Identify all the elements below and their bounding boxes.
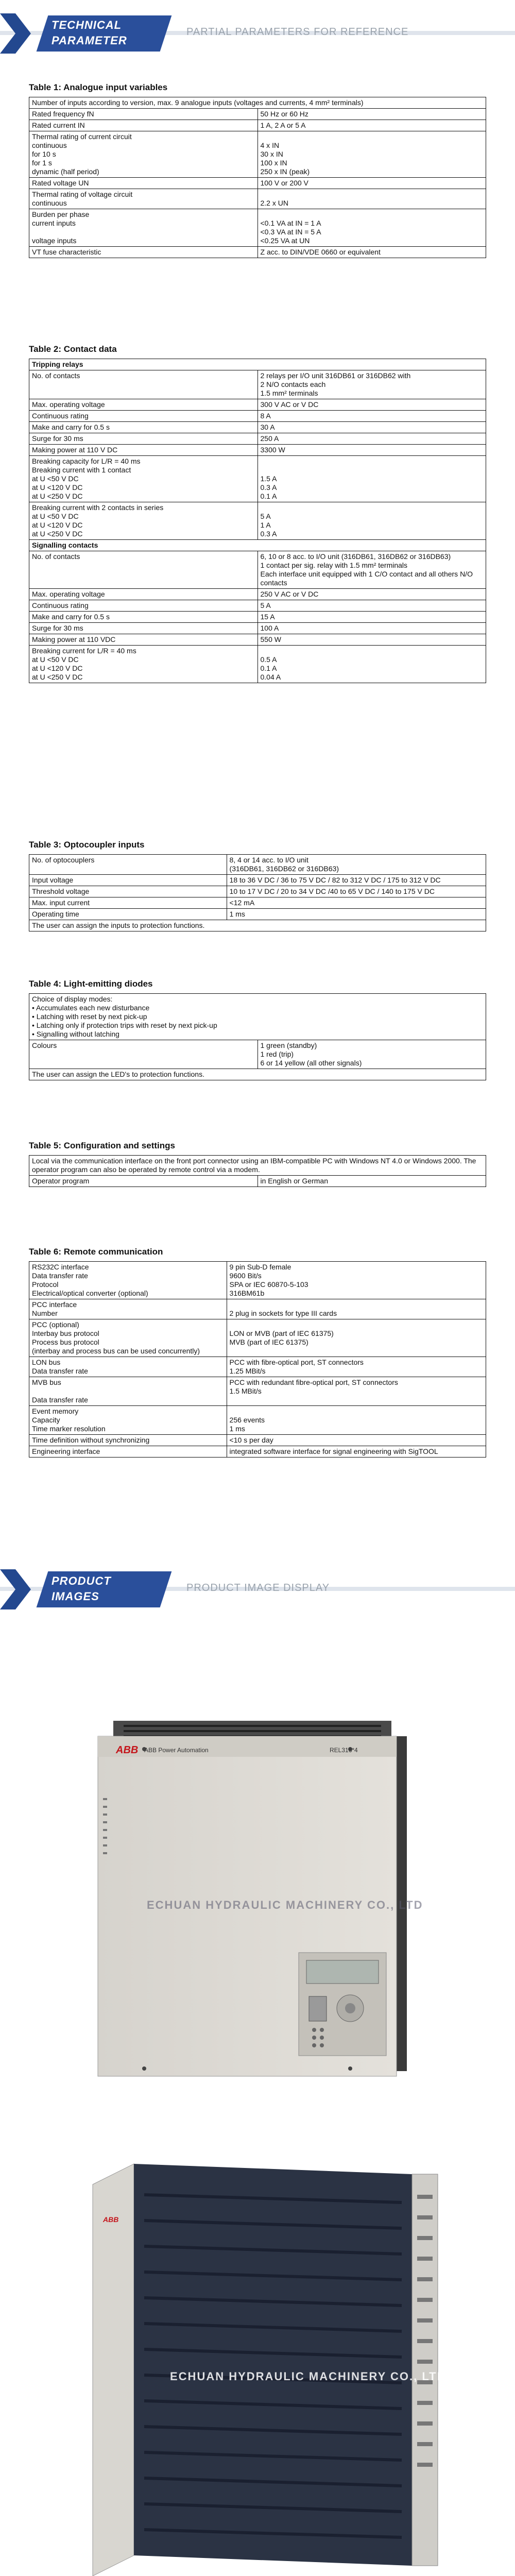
value-cell: 100 V or 200 V [258,178,486,189]
table-row [29,209,486,247]
parameter-cell: Make and carry for 0.5 s [29,612,258,623]
table5-title: Table 5: Configuration and settings [29,1141,175,1150]
table-row [29,399,486,411]
table3-section [29,840,486,931]
table-row [29,109,486,120]
banner-title-line2: PARAMETER [52,34,127,47]
value-cell: 1 ms [227,909,486,920]
parameter-cell: Time definition without synchronizing [29,1435,227,1446]
table3-title: Table 3: Optocoupler inputs [29,840,145,850]
table2-tripping-rows [29,370,486,540]
value-cell: 0.5 A 0.1 A 0.04 A [258,646,486,683]
table-row [29,875,486,886]
value-cell: integrated software interface for signal engineering with SigTOOL [227,1446,486,1458]
value-cell: LON or MVB (part of IEC 61375) MVB (part of IEC 61375) [227,1319,486,1357]
parameter-cell: VT fuse characteristic [29,247,258,258]
table-row [29,456,486,502]
parameter-cell: Making power at 110 VDC [29,634,258,646]
value-cell: 10 to 17 V DC / 20 to 34 V DC /40 to 65 V DC / 140 to 175 V DC [227,886,486,897]
table2-tripping-header: Tripping relays [29,359,486,370]
value-cell: 550 W [258,634,486,646]
table-row [29,589,486,600]
table-row [29,411,486,422]
table-row [29,131,486,178]
parameter-cell: Thermal rating of current circuit continuous for 10 s for 1 s dynamic (half period) [29,131,258,178]
value-cell: 15 A [258,612,486,623]
value-cell: 9 pin Sub-D female 9600 Bit/s SPA or IEC 60870-5-103 316BM61b [227,1262,486,1299]
table1-title: Table 1: Analogue input variables [29,82,168,92]
table2 [29,359,486,683]
parameter-cell: Max. input current [29,897,227,909]
table4-rows [29,1040,486,1069]
parameter-cell: No. of contacts [29,370,258,399]
technical-parameter-banner [0,13,515,54]
parameter-cell: Surge for 30 ms [29,433,258,445]
value-cell: <10 s per day [227,1435,486,1446]
table-row [29,1176,486,1187]
banner-title-line2: IMAGES [52,1590,99,1603]
parameter-cell: Rated frequency fN [29,109,258,120]
parameter-cell: Breaking current for L/R = 40 ms at U <50 V DC at U <120 V DC at U <250 V DC [29,646,258,683]
value-cell: 4 x IN 30 x IN 100 x IN 250 x IN (peak) [258,131,486,178]
table-row [29,502,486,540]
table-row [29,1377,486,1406]
value-cell: <0.1 VA at IN = 1 A <0.3 VA at IN = 5 A <0.25 VA at UN [258,209,486,247]
parameter-cell: Colours [29,1040,258,1069]
value-cell: 8 A [258,411,486,422]
value-cell: 250 V AC or V DC [258,589,486,600]
chevron-icon [0,1569,36,1609]
value-cell: 1 green (standby) 1 red (trip) 6 or 14 yellow (all other signals) [258,1040,486,1069]
parameter-cell: Continuous rating [29,411,258,422]
table-row [29,445,486,456]
table4-note: The user can assign the LED's to protection functions. [29,1069,486,1080]
table4-title: Table 4: Light-emitting diodes [29,979,153,989]
parameter-cell: Rated current IN [29,120,258,131]
table1-section [29,82,486,258]
table6-section [29,1247,486,1458]
banner-title [52,1573,165,1604]
value-cell: 3300 W [258,445,486,456]
table6 [29,1261,486,1458]
parameter-cell: Continuous rating [29,600,258,612]
table2-section [29,344,486,683]
value-cell: 1.5 A 0.3 A 0.1 A [258,456,486,502]
table-row [29,422,486,433]
parameter-cell: Operating time [29,909,227,920]
table-row [29,247,486,258]
value-cell: 18 to 36 V DC / 36 to 75 V DC / 82 to 312 V DC / 175 to 312 V DC [227,875,486,886]
value-cell: 2.2 x UN [258,189,486,209]
parameter-cell: Event memory Capacity Time marker resolution [29,1406,227,1435]
table4 [29,993,486,1080]
table-row [29,1262,486,1299]
table-row [29,897,486,909]
value-cell: PCC with fibre-optical port, ST connectors 1.25 MBit/s [227,1357,486,1377]
table-row [29,120,486,131]
parameter-cell: Making power at 110 V DC [29,445,258,456]
parameter-cell: Breaking current with 2 contacts in series at U <50 V DC at U <120 V DC at U <250 V DC [29,502,258,540]
table-row [29,646,486,683]
table3-note: The user can assign the inputs to protection functions. [29,920,486,931]
table5-intro: Local via the communication interface on the front port connector using an IBM-compatible PC with Windows NT 4.0 or Windows 2000. The operator program can also be operated by remote control via a modem. [29,1156,486,1176]
parameter-cell: Max. operating voltage [29,589,258,600]
table1 [29,97,486,258]
value-cell: 8, 4 or 14 acc. to I/O unit (316DB61, 316DB62 or 316DB63) [227,855,486,875]
table-row [29,600,486,612]
value-cell: 2 relays per I/O unit 316DB61 or 316DB62 with 2 N/O contacts each 1.5 mm² terminals [258,370,486,399]
value-cell: 2 plug in sockets for type III cards [227,1299,486,1319]
brand-subtitle: ABB Power Automation [144,1747,209,1754]
banner-title-line1: TECHNICAL [52,19,122,31]
value-cell: in English or German [258,1176,486,1187]
parameter-cell: Thermal rating of voltage circuit continuous [29,189,258,209]
table5-rows [29,1176,486,1187]
table5-section [29,1141,486,1187]
parameter-cell: LON bus Data transfer rate [29,1357,227,1377]
table-row [29,909,486,920]
table-row [29,623,486,634]
table6-title: Table 6: Remote communication [29,1247,163,1257]
value-cell: 50 Hz or 60 Hz [258,109,486,120]
table-row [29,612,486,623]
chevron-icon [0,13,36,54]
table-row [29,1299,486,1319]
table-row [29,886,486,897]
parameter-cell: MVB bus Data transfer rate [29,1377,227,1406]
brand-logo: ABB [116,1744,139,1756]
value-cell: 30 A [258,422,486,433]
table4-section [29,979,486,1080]
value-cell: 300 V AC or V DC [258,399,486,411]
banner-subtitle: PRODUCT IMAGE DISPLAY [186,1582,330,1594]
banner-subtitle: PARTIAL PARAMETERS FOR REFERENCE [186,26,409,38]
model-label: REL316*4 [330,1747,358,1754]
table1-intro: Number of inputs according to version, max. 9 analogue inputs (voltages and currents, 4 mm² terminals) [29,97,486,109]
table-row [29,189,486,209]
table-row [29,1357,486,1377]
table1-rows [29,109,486,258]
table-row [29,1406,486,1435]
watermark: ECHUAN HYDRAULIC MACHINERY CO., LTD [147,1899,423,1911]
table3-rows [29,855,486,920]
brand-logo-side: ABB [103,2215,119,2224]
parameter-cell: RS232C interface Data transfer rate Protocol Electrical/optical converter (optional) [29,1262,227,1299]
table2-signalling-rows [29,551,486,683]
table-row [29,1446,486,1458]
table-row [29,1435,486,1446]
parameter-cell: Breaking capacity for L/R = 40 ms Breaking current with 1 contact at U <50 V DC at U <120 V DC at U <250 V DC [29,456,258,502]
parameter-cell: Surge for 30 ms [29,623,258,634]
value-cell: 1 A, 2 A or 5 A [258,120,486,131]
product-image-side [21,2154,494,2576]
value-cell: PCC with redundant fibre-optical port, ST connectors 1.5 MBit/s [227,1377,486,1406]
table6-rows [29,1262,486,1458]
table-row [29,634,486,646]
value-cell: 6, 10 or 8 acc. to I/O unit (316DB61, 316DB62 or 316DB63) 1 contact per sig. relay with 1.5 mm² terminals Each interface unit equipped with 1 C/O contact and all others N/O contacts [258,551,486,589]
parameter-cell: No. of optocouplers [29,855,227,875]
banner-title-line1: PRODUCT [52,1574,111,1587]
parameter-cell: Rated voltage UN [29,178,258,189]
table-row [29,855,486,875]
parameter-cell: Make and carry for 0.5 s [29,422,258,433]
parameter-cell: No. of contacts [29,551,258,589]
table-row [29,433,486,445]
table3 [29,854,486,931]
value-cell: 256 events 1 ms [227,1406,486,1435]
table5 [29,1155,486,1187]
table2-signalling-header: Signalling contacts [29,540,486,551]
table4-intro: Choice of display modes: • Accumulates each new disturbance • Latching with reset by next pick-up • Latching only if protection trips with reset by next pick-up • Signalling without latching [29,994,486,1040]
value-cell: <12 mA [227,897,486,909]
watermark: ECHUAN HYDRAULIC MACHINERY CO., LTD [170,2370,447,2383]
product-image-front [21,1700,494,2112]
table-row [29,178,486,189]
parameter-cell: Max. operating voltage [29,399,258,411]
parameter-cell: Operator program [29,1176,258,1187]
parameter-cell: Threshold voltage [29,886,227,897]
value-cell: 100 A [258,623,486,634]
parameter-cell: Input voltage [29,875,227,886]
table-row [29,551,486,589]
table-row [29,1040,486,1069]
product-images-banner [0,1569,515,1609]
banner-title [52,18,165,48]
parameter-cell: Engineering interface [29,1446,227,1458]
value-cell: 5 A 1 A 0.3 A [258,502,486,540]
value-cell: Z acc. to DIN/VDE 0660 or equivalent [258,247,486,258]
parameter-cell: PCC interface Number [29,1299,227,1319]
table-row [29,370,486,399]
parameter-cell: PCC (optional) Interbay bus protocol Process bus protocol (interbay and process bus can be used concurrently) [29,1319,227,1357]
value-cell: 5 A [258,600,486,612]
table2-title: Table 2: Contact data [29,344,117,354]
parameter-cell: Burden per phase current inputs voltage inputs [29,209,258,247]
value-cell: 250 A [258,433,486,445]
table-row [29,1319,486,1357]
